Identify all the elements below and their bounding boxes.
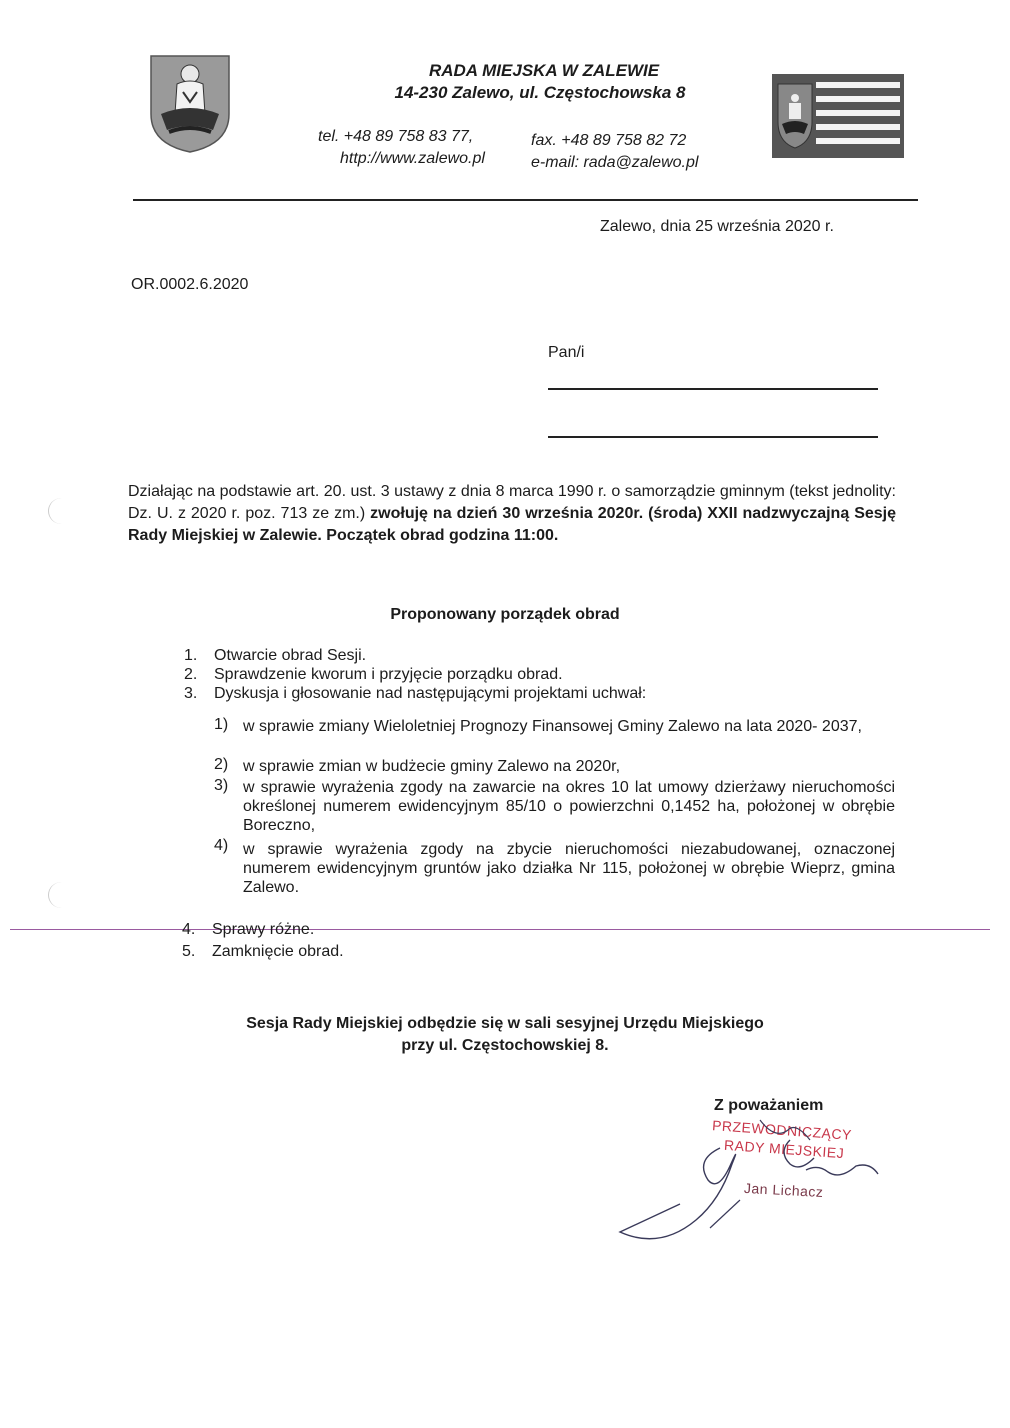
agenda-item-text: Zamknięcie obrad.: [212, 943, 344, 960]
stamp-council: RADY MIEJSKIEJ: [723, 1136, 845, 1162]
sub-item-number: 1): [214, 716, 229, 733]
closing-line-2: przy ul. Częstochowskiej 8.: [401, 1037, 609, 1054]
sub-item-text: w sprawie zmiany Wieloletniej Prognozy Finansowej Gminy Zalewo na lata 2020- 2037,: [243, 718, 862, 735]
intro-plain-text: Działając na podstawie art. 20. ust. 3 ustawy z dnia 8 marca 1990 r. o samorządzie gminnym (tekst jednolity: Dz. U. z 2020 r. poz. 713 ze zm.): [128, 483, 896, 522]
agenda-item: [184, 665, 904, 684]
agenda-item-number: 2.: [184, 666, 198, 683]
agenda-item-text: Otwarcie obrad Sesji.: [214, 647, 367, 664]
regards-text: Z poważaniem: [714, 1097, 824, 1114]
agenda-item-text: Sprawy różne.: [212, 921, 315, 938]
agenda-list: [184, 646, 904, 703]
addressee-label: Pan/i: [548, 344, 585, 361]
agenda-item-number: 1.: [184, 647, 198, 664]
addressee-blank-line-1: [548, 388, 878, 390]
reference-number: OR.0002.6.2020: [131, 276, 249, 293]
closing-line-1: Sesja Rady Miejskiej odbędzie się w sali sesyjnej Urzędu Miejskiego: [246, 1015, 764, 1032]
stamp-name: Jan Lichacz: [743, 1179, 824, 1201]
sub-item-text: w sprawie wyrażenia zgody na zbycie nieruchomości niezabudowanej, oznaczonej numerem ewidencyjnym gruntów jako działka Nr 115, położonej w obrębie Wieprz, gmina Zalewo.: [243, 841, 895, 896]
header-divider: [133, 199, 918, 201]
agenda-title: Proponowany porządek obrad: [390, 606, 620, 623]
intro-bold-text: zwołuję na dzień 30 września 2020r. (środa) XXII nadzwyczajną Sesję Rady Miejskiej w Zalewie. Początek obrad godzina 11:00.: [128, 505, 897, 544]
punch-hole: [48, 498, 75, 524]
agenda-item-text: Sprawdzenie kworum i przyjęcie porządku obrad.: [214, 666, 563, 683]
telephone-number: tel. +48 89 758 83 77,: [318, 128, 474, 145]
agenda-item: [184, 646, 904, 665]
sub-item-number: 4): [214, 837, 229, 854]
sub-item-text: w sprawie zmian w budżecie gminy Zalewo na 2020r,: [243, 758, 621, 775]
fold-line: [10, 929, 990, 930]
agenda-item-number: 5.: [182, 943, 196, 960]
email-link[interactable]: e-mail: rada@zalewo.pl: [531, 154, 699, 171]
organization-address: 14-230 Zalewo, ul. Częstochowska 8: [394, 83, 686, 102]
fax-number: fax. +48 89 758 82 72: [531, 132, 687, 149]
organization-name: RADA MIEJSKA W ZALEWIE: [428, 61, 660, 80]
sub-item-text: w sprawie wyrażenia zgody na zawarcie na okres 10 lat umowy dzierżawy nieruchomości określonej numerem ewidencyjnym 85/10 o powierzchni 0,1452 ha, położonej w obrębie Boreczno,: [243, 779, 895, 834]
agenda-item: [184, 684, 904, 703]
addressee-blank-line-2: [548, 436, 878, 438]
stamp-title: PRZEWODNICZĄCY: [711, 1117, 853, 1143]
punch-hole: [48, 882, 75, 908]
agenda-item-number: 3.: [184, 685, 198, 702]
date-line: Zalewo, dnia 25 września 2020 r.: [600, 218, 834, 235]
intro-paragraph: [128, 481, 896, 547]
agenda-item-text: Dyskusja i głosowanie nad następującymi projektami uchwał:: [214, 685, 647, 702]
sub-item-number: 3): [214, 777, 229, 794]
website-link[interactable]: http://www.zalewo.pl: [340, 150, 485, 167]
handwritten-signature: [600, 1100, 890, 1260]
closing-note: [0, 1013, 1010, 1057]
sub-item-number: 2): [214, 756, 229, 773]
agenda-item-number: 4.: [182, 921, 196, 938]
